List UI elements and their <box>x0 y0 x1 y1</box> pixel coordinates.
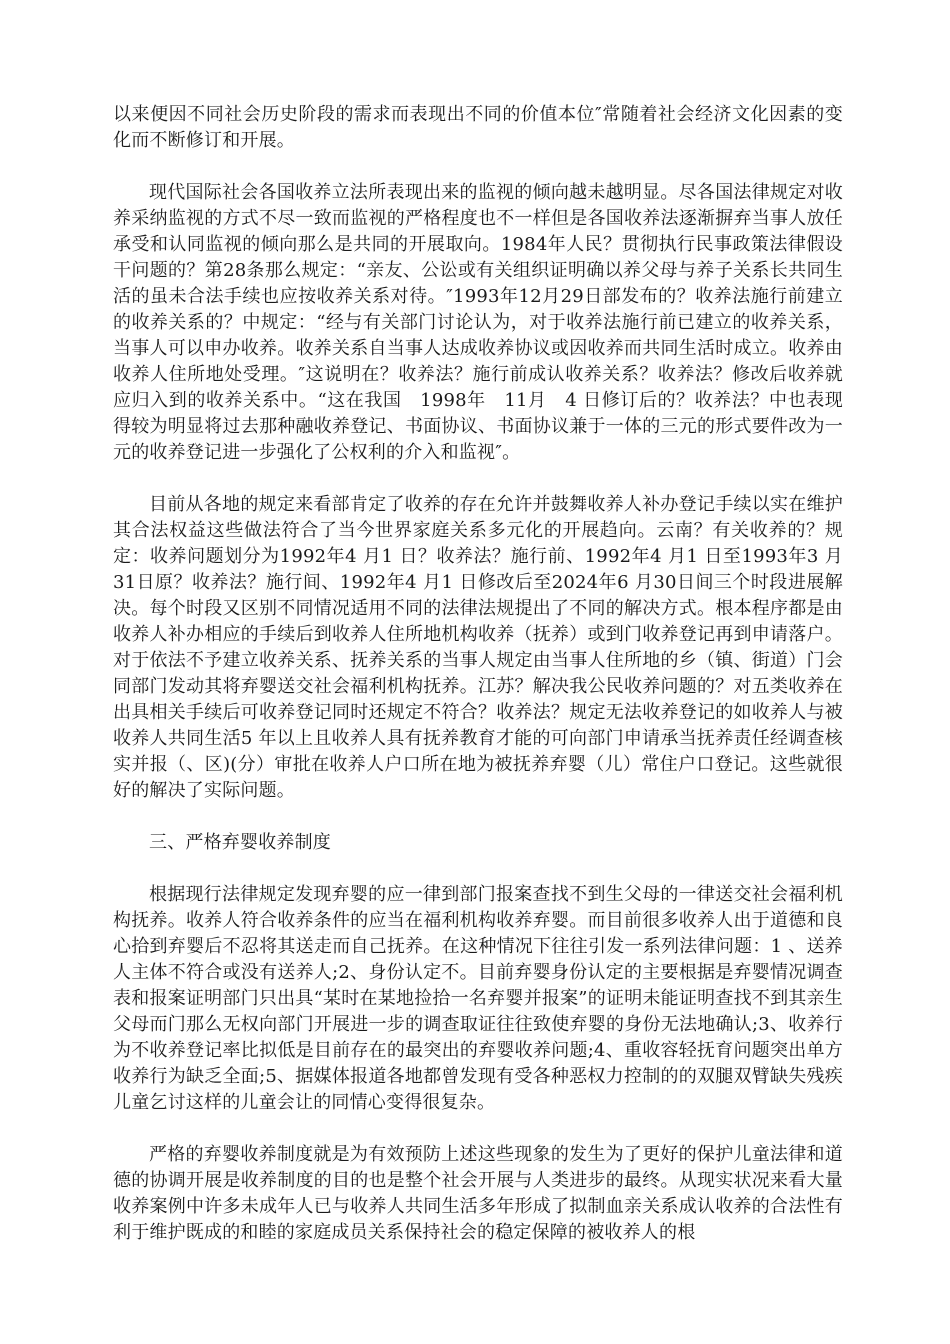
paragraph-supervision-trend: 现代国际社会各国收养立法所表现出来的监视的倾向越未越明显。尽各国法律规定对收养采纳监视的方式不尽一致而监视的严格程度也不一样但是各国收养法逐渐摒弃当事人放任承受和认同监视的倾向那么是共同的开展取向。1984年人民？贯彻执行民事政策法律假设干问题的？第28条那么规定：“亲友、公讼或有关组织证明确以养父母与养子关系长共同生活的虽未合法手续也应按收养关系对待。″1993年12月29日部发布的？收养法施行前建立的收养关系的？中规定：“经与有关部门讨论认为，对于收养法施行前已建立的收养关系，当事人可以申办收养。收养关系自当事人达成收养协议或因收养而共同生活时成立。收养由收养人住所地处受理。″这说明在？收养法？施行前成认收养关系？收养法？修改后收养就应归入到的收养关系中。“这在我国 1998年 11月 4 日修订后的？收养法？中也表现得较为明显将过去那种融收养登记、书面协议、书面协议兼于一体的三元的形式要件改为一元的收养登记进一步强化了公权利的介入和监视″。 <box>113 182 843 463</box>
paragraph-abandoned-infant-issues: 根据现行法律规定发现弃婴的应一律到部门报案查找不到生父母的一律送交社会福利机构抚养。收养人符合收养条件的应当在福利机构收养弃婴。而目前很多收养人出于道德和良心拾到弃婴后不忍将其送走而自己抚养。在这种情况下往往引发一系列法律问题：1 、送养人主体不符合或没有送养人;2、身份认定不。目前弃婴身份认定的主要根据是弃婴情况调查表和报案证明部门只出具“某时在某地捡拾一名弃婴并报案”的证明未能证明查找不到其亲生父母而门那么无权向部门开展进一步的调查取证往往致使弃婴的身份无法地确认;3、收养行为不收养登记率比拟低是目前存在的最突出的弃婴收养问题;4、重收容轻抚育问题突出单方收养行为缺乏全面;5、据媒体报道各地都曾发现有受各种恶权力控制的的双腿双臂缺失残疾儿童乞讨这样的儿童会让的同情心变得很复杂。 <box>113 884 843 1113</box>
document-body <box>113 102 843 1272</box>
paragraph-local-regulations: 目前从各地的规定来看部肯定了收养的存在允许并鼓舞收养人补办登记手续以实在维护其合法权益这些做法符合了当今世界家庭关系多元化的开展趋向。云南？有关收养的？规定：收养问题划分为1992年4 月1 日？收养法？施行前、1992年4 月1 日至1993年3 月31日原？收养法？施行间、1992年4 月1 日修改后至2024年6 月30日间三个时段进展解决。每个时段又区别不同情况适用不同的法律法规提出了不同的解决方式。根本程序都是由收养人补办相应的手续后到收养人住所地机构收养（抚养）或到门收养登记再到申请落户。对于依法不予建立收养关系、抚养关系的当事人规定由当事人住所地的乡（镇、街道）门会同部门发动其将弃婴送交社会福利机构抚养。江苏？解决我公民收养问题的？对五类收养在出具相关手续后可收养登记同时还规定不符合？收养法？规定无法收养登记的如收养人与被收养人共同生活5 年以上且收养人具有抚养教育才能的可向部门申请承当抚养责任经调查核实并报（、区)(分）审批在收养人户口所在地为被抚养弃婴（儿）常住户口登记。这些就很好的解决了实际问题。 <box>113 494 843 801</box>
paragraph-strict-system: 严格的弃婴收养制度就是为有效预防上述这些现象的发生为了更好的保护儿童法律和道德的协调开展是收养制度的目的也是整个社会开展与人类进步的最终。从现实状况来看大量收养案例中许多未成年人已与收养人共同生活多年形成了拟制血亲关系成认收养的合法性有利于维护既成的和睦的家庭成员关系保持社会的稳定保障的被收养人的根 <box>113 1144 843 1243</box>
paragraph-continuation: 以来便因不同社会历史阶段的需求而表现出不同的价值本位″常随着社会经济文化因素的变化而不断修订和开展。 <box>113 104 843 151</box>
section-heading: 三、严格弃婴收养制度 <box>149 832 331 853</box>
